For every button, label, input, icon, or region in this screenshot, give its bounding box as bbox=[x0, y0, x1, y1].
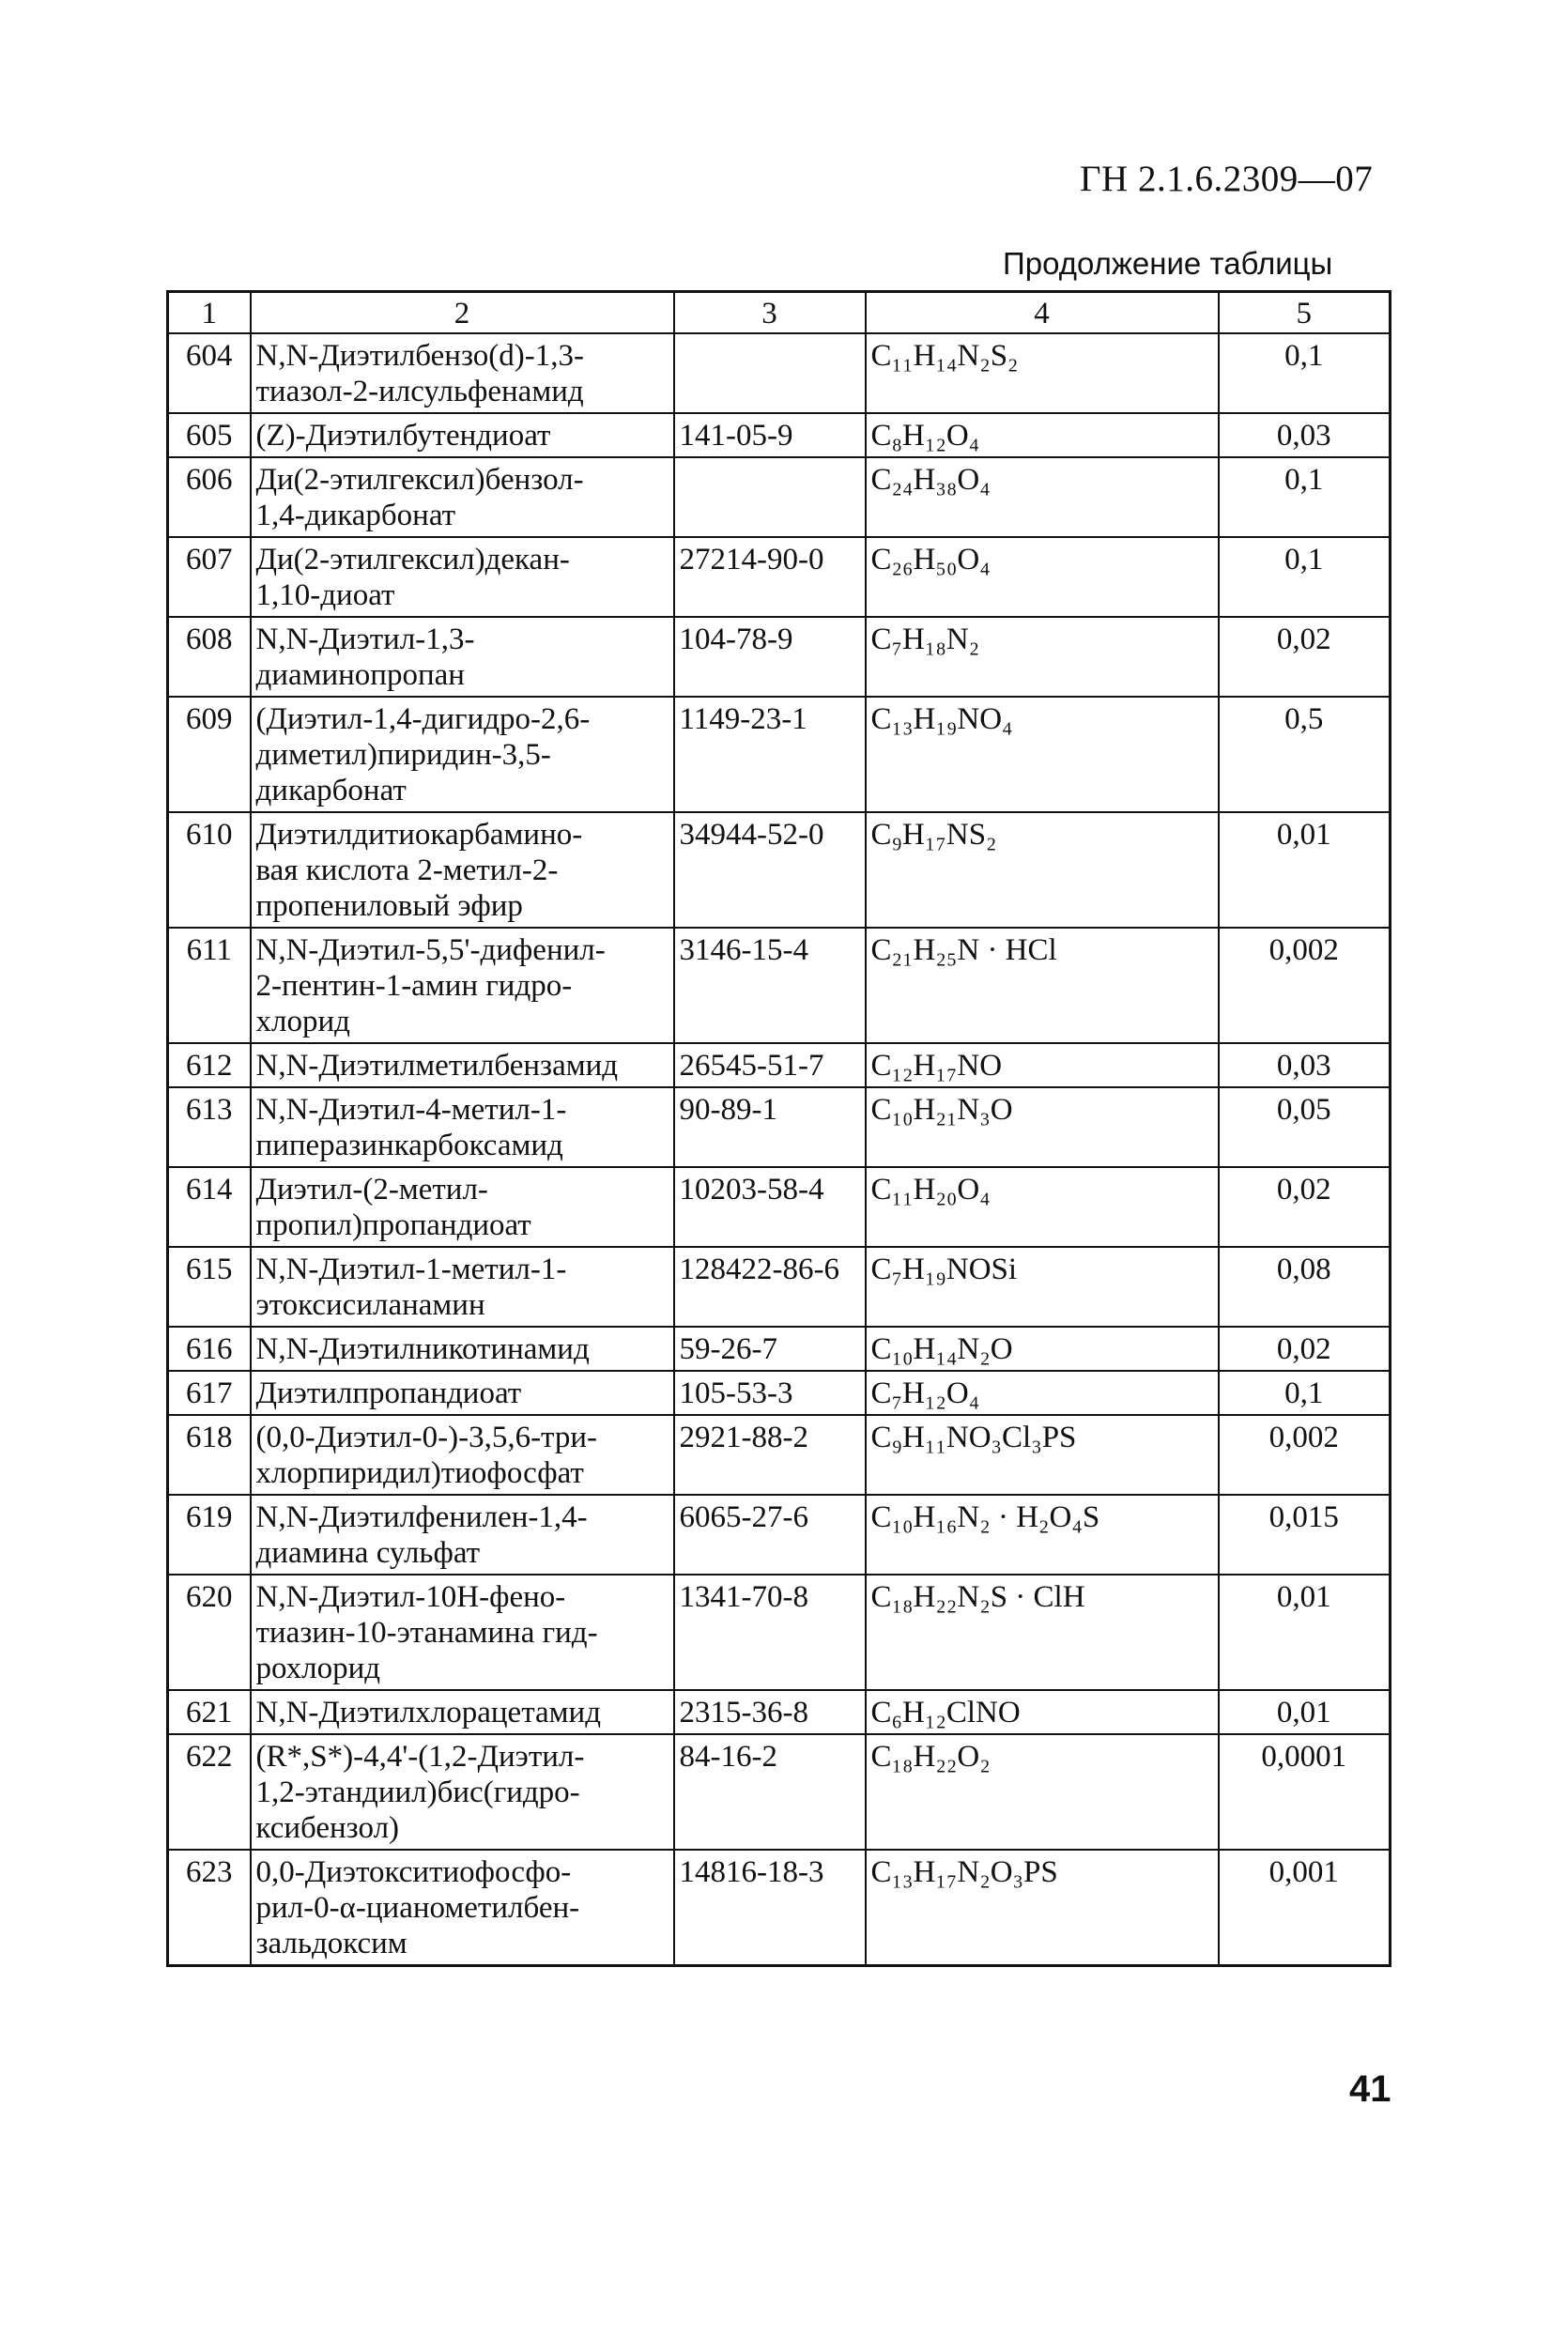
row-number-cell: 617 bbox=[168, 1371, 251, 1415]
limit-value-cell: 0,001 bbox=[1219, 1850, 1391, 1966]
row-number-cell: 614 bbox=[168, 1167, 251, 1247]
table-row bbox=[168, 812, 1391, 928]
row-number-cell: 605 bbox=[168, 413, 251, 457]
substance-name-cell: (R*,S*)-4,4'-(1,2-Диэтил- 1,2-этандиил)бис(гидро- ксибензол) bbox=[251, 1734, 674, 1850]
cas-number-cell: 128422-86-6 bbox=[674, 1247, 866, 1327]
cas-number-cell: 26545-51-7 bbox=[674, 1043, 866, 1087]
formula-cell: C₁₀H₁₆N₂ · H₂O₄S bbox=[866, 1495, 1219, 1575]
table-row bbox=[168, 457, 1391, 537]
formula-cell: C₉H₁₁NO₃Cl₃PS bbox=[866, 1415, 1219, 1495]
cas-number-cell bbox=[674, 333, 866, 413]
limit-value-cell: 0,02 bbox=[1219, 617, 1391, 697]
substance-name-cell: N,N-Диэтилбензо(d)-1,3- тиазол-2-илсульфенамид bbox=[251, 333, 674, 413]
row-number-cell: 619 bbox=[168, 1495, 251, 1575]
formula-cell: C₇H₁₂O₄ bbox=[866, 1371, 1219, 1415]
limit-value-cell: 0,01 bbox=[1219, 812, 1391, 928]
table-row bbox=[168, 697, 1391, 812]
row-number-cell: 615 bbox=[168, 1247, 251, 1327]
table-row bbox=[168, 1087, 1391, 1167]
substance-name-cell: N,N-Диэтил-4-метил-1- пиперазинкарбоксамид bbox=[251, 1087, 674, 1167]
limit-value-cell: 0,015 bbox=[1219, 1495, 1391, 1575]
formula-cell: C₁₈H₂₂N₂S · ClH bbox=[866, 1575, 1219, 1690]
row-number-cell: 621 bbox=[168, 1690, 251, 1734]
table-row bbox=[168, 1850, 1391, 1966]
formula-cell: C₁₁H₂₀O₄ bbox=[866, 1167, 1219, 1247]
row-number-cell: 607 bbox=[168, 537, 251, 617]
formula-cell: C₂₁H₂₅N · HCl bbox=[866, 928, 1219, 1043]
formula-cell: C₁₈H₂₂O₂ bbox=[866, 1734, 1219, 1850]
cas-number-cell: 6065-27-6 bbox=[674, 1495, 866, 1575]
table-header-row bbox=[168, 292, 1391, 334]
table-row bbox=[168, 1495, 1391, 1575]
substance-name-cell: N,N-Диэтилхлорацетамид bbox=[251, 1690, 674, 1734]
table-row bbox=[168, 333, 1391, 413]
formula-cell: C₇H₁₉NOSi bbox=[866, 1247, 1219, 1327]
row-number-cell: 620 bbox=[168, 1575, 251, 1690]
table-row bbox=[168, 1167, 1391, 1247]
substance-name-cell: N,N-Диэтил-5,5'-дифенил- 2-пентин-1-амин гидро- хлорид bbox=[251, 928, 674, 1043]
cas-number-cell: 59-26-7 bbox=[674, 1327, 866, 1371]
formula-cell: C₁₀H₂₁N₃O bbox=[866, 1087, 1219, 1167]
limit-value-cell: 0,1 bbox=[1219, 333, 1391, 413]
table-row bbox=[168, 537, 1391, 617]
page-number: 41 bbox=[1349, 2068, 1391, 2110]
limit-value-cell: 0,1 bbox=[1219, 1371, 1391, 1415]
column-header-4: 4 bbox=[866, 292, 1219, 334]
formula-cell: C₁₀H₁₄N₂O bbox=[866, 1327, 1219, 1371]
formula-cell: C₁₂H₁₇NO bbox=[866, 1043, 1219, 1087]
table-row bbox=[168, 1734, 1391, 1850]
substance-name-cell: N,N-Диэтилметилбензамид bbox=[251, 1043, 674, 1087]
substance-name-cell: Ди(2-этилгексил)декан- 1,10-диоат bbox=[251, 537, 674, 617]
table-row bbox=[168, 413, 1391, 457]
table-body bbox=[168, 292, 1391, 1966]
limit-value-cell: 0,1 bbox=[1219, 457, 1391, 537]
limit-value-cell: 0,05 bbox=[1219, 1087, 1391, 1167]
substance-name-cell: Диэтилдитиокарбамино- вая кислота 2-метил-2- пропениловый эфир bbox=[251, 812, 674, 928]
limit-value-cell: 0,01 bbox=[1219, 1575, 1391, 1690]
column-header-1: 1 bbox=[168, 292, 251, 334]
formula-cell: C₁₃H₁₉NO₄ bbox=[866, 697, 1219, 812]
limit-value-cell: 0,02 bbox=[1219, 1167, 1391, 1247]
row-number-cell: 611 bbox=[168, 928, 251, 1043]
row-number-cell: 618 bbox=[168, 1415, 251, 1495]
formula-cell: C₇H₁₈N₂ bbox=[866, 617, 1219, 697]
row-number-cell: 622 bbox=[168, 1734, 251, 1850]
row-number-cell: 623 bbox=[168, 1850, 251, 1966]
limit-value-cell: 0,5 bbox=[1219, 697, 1391, 812]
column-header-5: 5 bbox=[1219, 292, 1391, 334]
limit-value-cell: 0,01 bbox=[1219, 1690, 1391, 1734]
cas-number-cell: 3146-15-4 bbox=[674, 928, 866, 1043]
cas-number-cell: 104-78-9 bbox=[674, 617, 866, 697]
substance-name-cell: Диэтилпропандиоат bbox=[251, 1371, 674, 1415]
substance-name-cell: N,N-Диэтил-10Н-фено- тиазин-10-этанамина гид- рохлорид bbox=[251, 1575, 674, 1690]
formula-cell: C₉H₁₇NS₂ bbox=[866, 812, 1219, 928]
substance-name-cell: N,N-Диэтил-1-метил-1- этоксисиланамин bbox=[251, 1247, 674, 1327]
table-row bbox=[168, 1415, 1391, 1495]
substance-name-cell: N,N-Диэтилфенилен-1,4- диамина сульфат bbox=[251, 1495, 674, 1575]
limit-value-cell: 0,08 bbox=[1219, 1247, 1391, 1327]
limit-value-cell: 0,002 bbox=[1219, 1415, 1391, 1495]
substance-name-cell: Ди(2-этилгексил)бензол- 1,4-дикарбонат bbox=[251, 457, 674, 537]
row-number-cell: 610 bbox=[168, 812, 251, 928]
table-row bbox=[168, 1247, 1391, 1327]
cas-number-cell: 1149-23-1 bbox=[674, 697, 866, 812]
cas-number-cell: 14816-18-3 bbox=[674, 1850, 866, 1966]
limit-value-cell: 0,0001 bbox=[1219, 1734, 1391, 1850]
table-row bbox=[168, 617, 1391, 697]
cas-number-cell: 105-53-3 bbox=[674, 1371, 866, 1415]
cas-number-cell bbox=[674, 457, 866, 537]
cas-number-cell: 141-05-9 bbox=[674, 413, 866, 457]
limit-value-cell: 0,1 bbox=[1219, 537, 1391, 617]
row-number-cell: 613 bbox=[168, 1087, 251, 1167]
table-row bbox=[168, 1575, 1391, 1690]
formula-cell: C₂₄H₃₈O₄ bbox=[866, 457, 1219, 537]
formula-cell: C₈H₁₂O₄ bbox=[866, 413, 1219, 457]
substance-name-cell: (Z)-Диэтилбутендиоат bbox=[251, 413, 674, 457]
hygiene-standards-table bbox=[166, 290, 1391, 1967]
table-row bbox=[168, 1043, 1391, 1087]
limit-value-cell: 0,03 bbox=[1219, 413, 1391, 457]
table-continuation-label: Продолжение таблицы bbox=[1003, 246, 1333, 281]
document-code: ГН 2.1.6.2309—07 bbox=[1080, 159, 1374, 199]
cas-number-cell: 27214-90-0 bbox=[674, 537, 866, 617]
table-row bbox=[168, 928, 1391, 1043]
row-number-cell: 608 bbox=[168, 617, 251, 697]
substance-name-cell: N,N-Диэтилникотинамид bbox=[251, 1327, 674, 1371]
cas-number-cell: 84-16-2 bbox=[674, 1734, 866, 1850]
cas-number-cell: 10203-58-4 bbox=[674, 1167, 866, 1247]
cas-number-cell: 34944-52-0 bbox=[674, 812, 866, 928]
row-number-cell: 604 bbox=[168, 333, 251, 413]
formula-cell: C₁₃H₁₇N₂O₃PS bbox=[866, 1850, 1219, 1966]
substance-name-cell: N,N-Диэтил-1,3- диаминопропан bbox=[251, 617, 674, 697]
table-row bbox=[168, 1327, 1391, 1371]
row-number-cell: 609 bbox=[168, 697, 251, 812]
table-row bbox=[168, 1371, 1391, 1415]
column-header-3: 3 bbox=[674, 292, 866, 334]
substance-name-cell: (Диэтил-1,4-дигидро-2,6- диметил)пиридин-3,5- дикарбонат bbox=[251, 697, 674, 812]
cas-number-cell: 2921-88-2 bbox=[674, 1415, 866, 1495]
table-row bbox=[168, 1690, 1391, 1734]
limit-value-cell: 0,02 bbox=[1219, 1327, 1391, 1371]
row-number-cell: 612 bbox=[168, 1043, 251, 1087]
cas-number-cell: 90-89-1 bbox=[674, 1087, 866, 1167]
cas-number-cell: 1341-70-8 bbox=[674, 1575, 866, 1690]
formula-cell: C₂₆H₅₀O₄ bbox=[866, 537, 1219, 617]
formula-cell: C₁₁H₁₄N₂S₂ bbox=[866, 333, 1219, 413]
cas-number-cell: 2315-36-8 bbox=[674, 1690, 866, 1734]
row-number-cell: 616 bbox=[168, 1327, 251, 1371]
formula-cell: C₆H₁₂ClNO bbox=[866, 1690, 1219, 1734]
column-header-2: 2 bbox=[251, 292, 674, 334]
substance-name-cell: Диэтил-(2-метил- пропил)пропандиоат bbox=[251, 1167, 674, 1247]
substance-name-cell: 0,0-Диэтокситиофосфо- рил-0-α-цианометилбен- зальдоксим bbox=[251, 1850, 674, 1966]
limit-value-cell: 0,03 bbox=[1219, 1043, 1391, 1087]
row-number-cell: 606 bbox=[168, 457, 251, 537]
limit-value-cell: 0,002 bbox=[1219, 928, 1391, 1043]
substance-name-cell: (0,0-Диэтил-0-)-3,5,6-три- хлорпиридил)тиофосфат bbox=[251, 1415, 674, 1495]
